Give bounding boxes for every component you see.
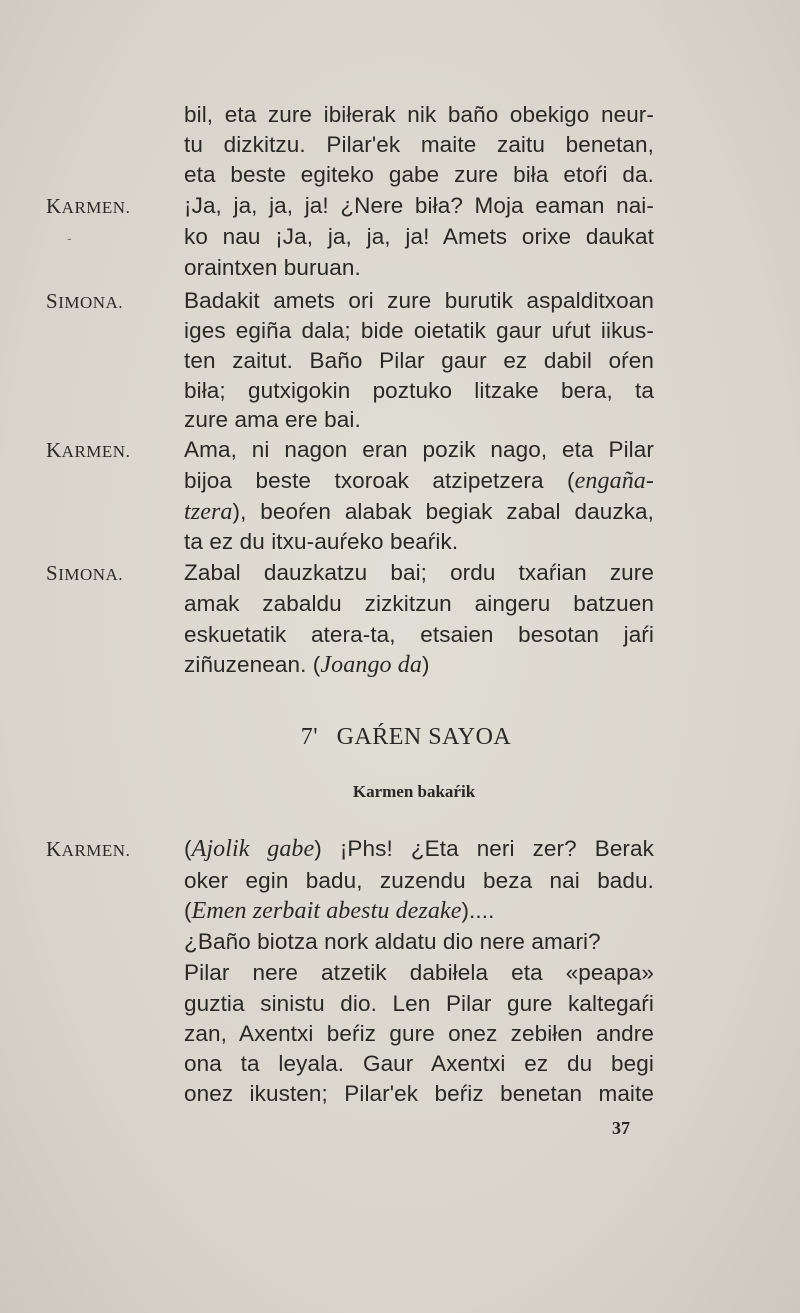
text-line: (Ajolik gabe) ¡Phs! ¿Eta neri zer? Berak — [184, 836, 654, 862]
text-line: zure ama ere bai. — [184, 407, 361, 432]
margin-dash: - — [67, 230, 72, 246]
text-line: (Emen zerbait abestu dezake).... — [184, 898, 495, 924]
text-line: ¿Baño biotza nork aldatu dio nere amari? — [184, 929, 601, 954]
text-line: ta ez du itxu-auŕeko beaŕik. — [184, 529, 459, 554]
page-number: 37 — [612, 1118, 630, 1138]
text-line: ¡Ja, ja, ja, ja! ¿Nere biła? Moja eaman nai- — [184, 193, 654, 218]
text-line: oraintxen buruan. — [184, 255, 361, 280]
text-line: tzera), beoŕen alabak begiak zabal dauzka, — [184, 499, 654, 525]
text-line: bil, eta zure ibiłerak nik baño obekigo neur- — [184, 102, 654, 127]
text-line: Pilar nere atzetik dabiłela eta «peapa» — [184, 960, 654, 985]
text-line: ten zaitut. Baño Pilar gaur ez dabil oŕen — [184, 348, 654, 373]
speaker-label: KARMEN. — [46, 194, 131, 218]
text-line: guztia sinistu dio. Len Pilar gure kaltegaŕi — [184, 991, 654, 1016]
text-line: onez ikusten; Pilar'ek beŕiz benetan maite — [184, 1081, 654, 1106]
speaker-label: KARMEN. — [46, 438, 131, 462]
speaker-label: SIMONA. — [46, 289, 124, 313]
text-line: ko nau ¡Ja, ja, ja, ja! Amets orixe daukat — [184, 224, 654, 249]
text-line: Zabal dauzkatzu bai; ordu txaŕian zure — [184, 560, 654, 585]
text-line: Ama, ni nagon eran pozik nago, eta Pilar — [184, 437, 654, 462]
scene-subheading: Karmen bakaŕik — [352, 782, 476, 801]
text-line: tu dizkitzu. Pilar'ek maite zaitu benetan, — [184, 132, 654, 157]
speaker-label: KARMEN. — [46, 837, 131, 861]
text-line: Badakit amets ori zure burutik aspalditxoan — [184, 288, 654, 313]
text-line: eta beste egiteko gabe zure biła etoŕi da. — [184, 162, 654, 187]
text-line: iges egiña dala; bide oietatik gaur uŕut iikus- — [184, 318, 654, 343]
text-line: biła; gutxigokin poztuko litzake bera, ta — [184, 378, 654, 403]
text-line: eskuetatik atera-ta, etsaien besotan jaŕi — [184, 622, 654, 647]
text-line: amak zabaldu zizkitzun aingeru batzuen — [184, 591, 654, 616]
text-line: ziñuzenean. (Joango da) — [184, 652, 430, 678]
text-line: ona ta leyala. Gaur Axentxi ez du begi — [184, 1051, 654, 1076]
speaker-label: SIMONA. — [46, 561, 124, 585]
text-line: bijoa beste txoroak atzipetzera (engaña- — [184, 468, 654, 494]
text-line: zan, Axentxi beŕiz gure onez zebiłen andre — [184, 1021, 654, 1046]
text-line: oker egin badu, zuzendu beza nai badu. — [184, 868, 654, 893]
scene-heading: 7' GAŔEN SAYOA — [300, 724, 512, 750]
